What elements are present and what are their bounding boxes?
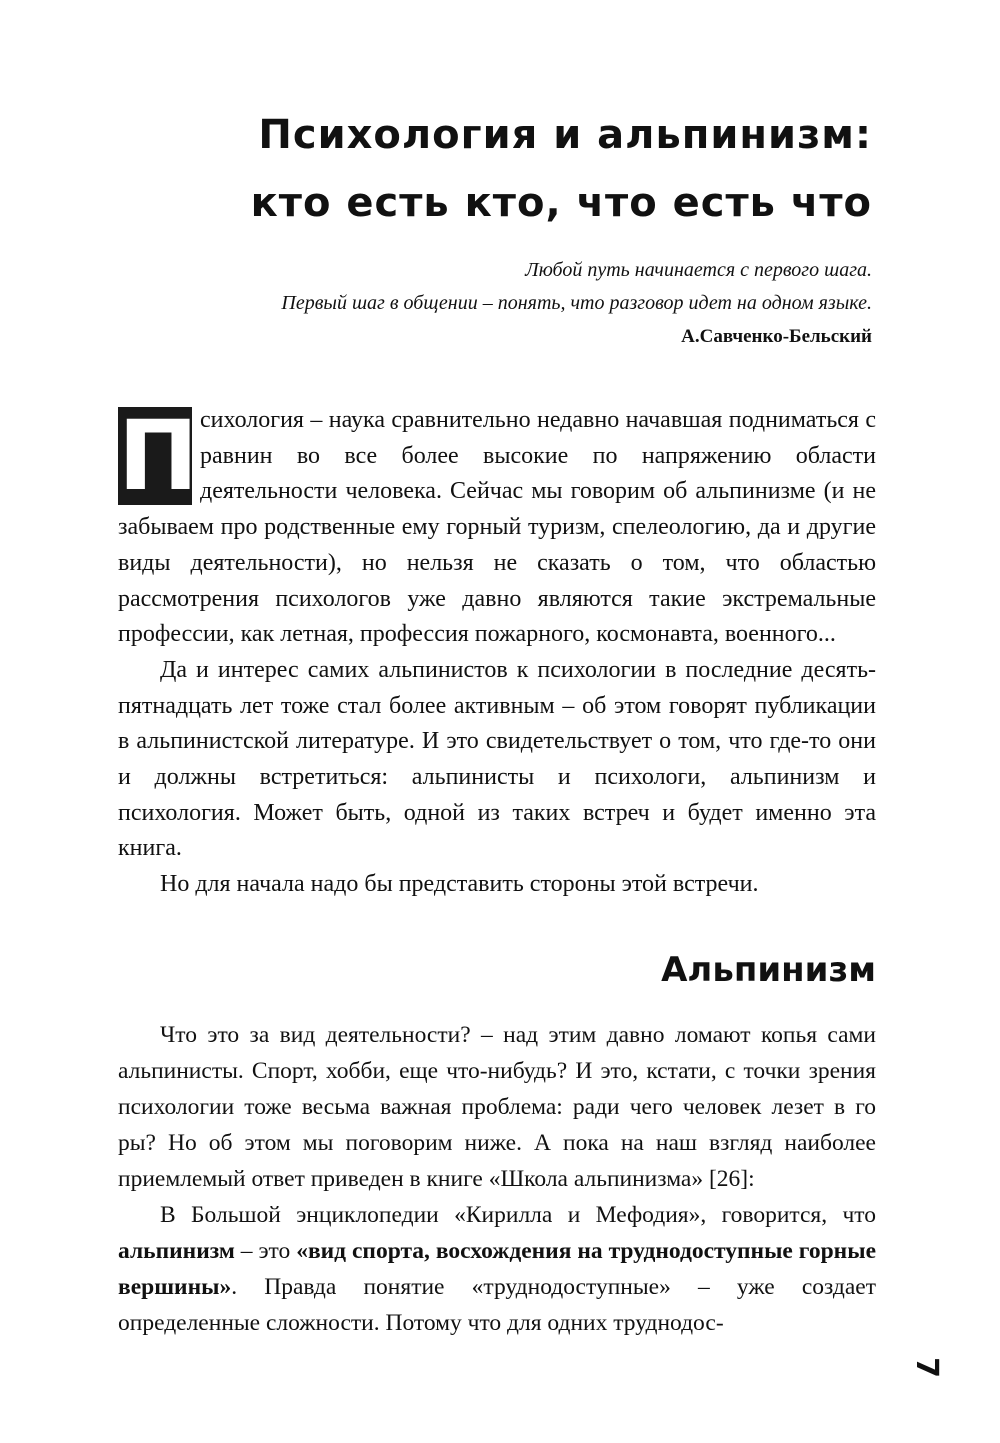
epigraph-author: А.Савченко-Бельский — [681, 326, 872, 347]
term-alpinism: альпинизм — [118, 1238, 235, 1264]
section-paragraph-1: Что это за вид деятельности? – над этим давно ломают копья сами альпинисты. Спорт, хобби, еще что-нибудь? И это, кстати, с точки зрения психологии тоже весьма важная проблема: ради чего человек лезет в го ры? Но об этом мы поговорим ниже. А пока на наш взгляд наиболее приемлемый ответ приведен в книге «Школа альпинизма» [26]: — [118, 1022, 876, 1192]
section-paragraph-2-start: В Большой энциклопедии «Кирилла и Мефодия», говорится, что — [160, 1202, 876, 1228]
drop-cap: П — [118, 400, 199, 512]
chapter-title-line-2: кто есть кто, что есть что — [250, 180, 872, 226]
intro-paragraph-1 — [118, 400, 876, 653]
section-text — [118, 1017, 876, 1341]
intro-paragraph-3: Но для начала надо бы представить стороны этой встречи. — [160, 871, 759, 898]
section-heading: Альпинизм — [661, 950, 876, 990]
page-number: 7 — [908, 1357, 944, 1378]
chapter-title-line-1: Психология и альпинизм: — [258, 112, 872, 158]
epigraph — [112, 254, 872, 353]
definition-quote: «вид спорта, восхождения на труднодоступные горные вершины» — [118, 1238, 877, 1300]
section-paragraph-2 — [118, 1197, 876, 1341]
intro-paragraph-2: Да и интерес самих альпинистов к психологии в последние десять-пятнадцать лет тоже стал более активным – об этом говорят публикации в альпинистской литературе. И это свидетельствует о том, что где-то они и должны встретиться: альпинисты и психологи, альпинизм и психология. Может быть, одной из таких встреч и будет именно эта книга. — [118, 656, 876, 862]
intro-paragraph-1-text: сихология – наука сравнительно недавно начавшая подниматься с равнин во все более высокие по напряжению области деятельности человека. Сейчас мы говорим об альпинизме (и не забываем про родственные ему горный туризм, спелеологию, да и другие виды деятельности), но нельзя не сказать о том, что областью рассмотрения психологов уже давно являются такие экстремальные профессии, как летная, профессия пожарного, космонавта, военного... — [118, 407, 876, 648]
section-paragraph-2-end: . Правда понятие «труднодоступные» – уже создает определенные сложности. Потому что для одних труднодос- — [118, 1274, 876, 1336]
section-paragraph-2-dash: – это — [234, 1238, 297, 1264]
epigraph-line-2: Первый шаг в общении – понять, что разговор идет на одном языке. — [281, 292, 872, 314]
intro-text — [118, 400, 876, 903]
epigraph-line-1: Любой путь начинается с первого шага. — [525, 259, 872, 281]
